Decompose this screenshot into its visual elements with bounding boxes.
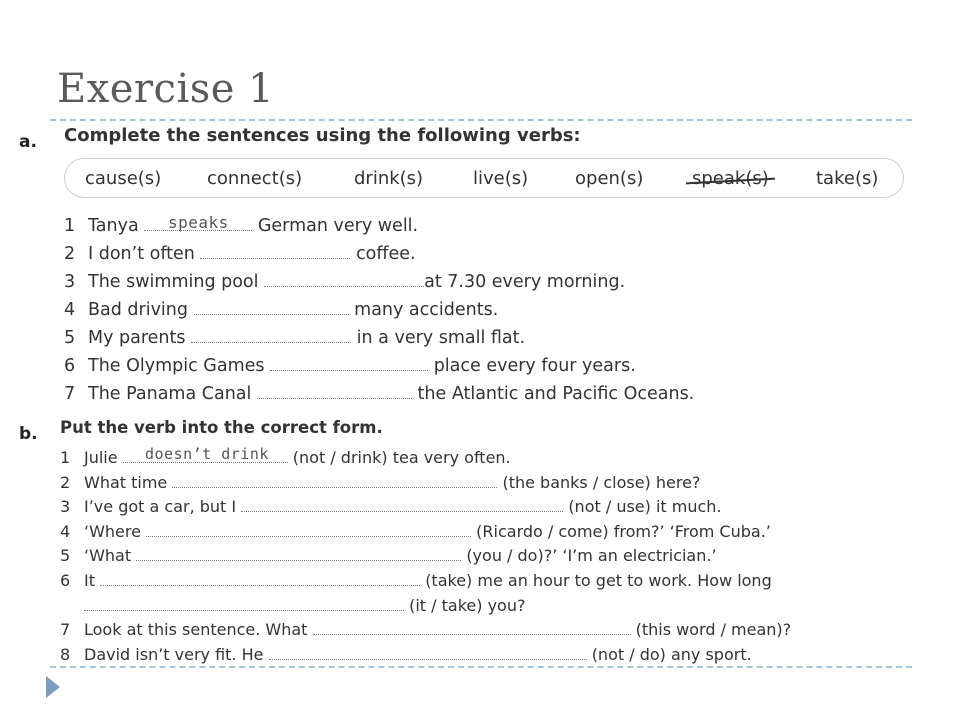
answer-blank[interactable] — [146, 534, 471, 537]
verb-bank — [64, 158, 904, 198]
page-title: Exercise 1 — [57, 66, 275, 112]
answer-blank[interactable] — [200, 256, 350, 259]
sentence-b1: 1 Julie (not / drink) tea very often. — [60, 448, 511, 467]
answer-blank[interactable] — [194, 312, 349, 315]
verb-speak-crossed: speak(s) — [692, 168, 769, 189]
answer-blank[interactable] — [172, 485, 497, 488]
answer-blank[interactable] — [191, 340, 351, 343]
sentence-a5: 5 My parents in a very small flat. — [64, 328, 526, 348]
answer-blank[interactable] — [84, 608, 404, 611]
handwritten-answer-b1: doesn’t drink — [145, 445, 269, 463]
verb-open: open(s) — [575, 168, 644, 189]
sentence-a2: 2 I don’t often coffee. — [64, 244, 416, 264]
verb-connect: connect(s) — [207, 168, 303, 189]
sentence-b5: 5 ‘What (you / do)?’ ‘I’m an electrician.’ — [60, 546, 717, 565]
verb-drink: drink(s) — [354, 168, 424, 189]
answer-blank[interactable] — [241, 509, 563, 512]
sentence-a6: 6 The Olympic Games place every four years. — [64, 356, 636, 376]
sentence-a7: 7 The Panama Canal the Atlantic and Pacific Oceans. — [64, 384, 695, 404]
sentence-b2: 2 What time (the banks / close) here? — [60, 473, 701, 492]
sentence-a4: 4 Bad driving many accidents. — [64, 300, 499, 320]
sentence-b3: 3 I’ve got a car, but I (not / use) it much. — [60, 497, 722, 516]
sentence-b7: 7 Look at this sentence. What (this word / mean)? — [60, 620, 792, 639]
answer-blank[interactable] — [100, 583, 420, 586]
top-divider — [50, 119, 912, 121]
answer-blank[interactable] — [264, 284, 424, 287]
handwritten-answer-a1: speaks — [168, 213, 229, 232]
answer-blank[interactable] — [270, 368, 428, 371]
part-b-label: b. — [19, 424, 38, 444]
next-slide-arrow-icon[interactable] — [46, 676, 60, 698]
answer-blank[interactable] — [136, 558, 461, 561]
sentence-b8: 8 David isn’t very fit. He (not / do) any sport. — [60, 645, 752, 664]
sentence-a3: 3 The swimming pool at 7.30 every morning. — [64, 272, 626, 292]
verb-take: take(s) — [816, 168, 879, 189]
part-a-instruction: Complete the sentences using the following verbs: — [64, 125, 581, 146]
sentence-b4: 4 ‘Where (Ricardo / come) from?’ ‘From Cuba.’ — [60, 522, 771, 541]
verb-cause: cause(s) — [85, 168, 162, 189]
answer-blank[interactable] — [257, 396, 412, 399]
bottom-divider — [50, 666, 912, 668]
part-a-label: a. — [19, 132, 37, 152]
answer-blank[interactable] — [313, 632, 631, 635]
part-b-instruction: Put the verb into the correct form. — [60, 418, 383, 437]
sentence-a1: 1 Tanya German very well. — [64, 216, 419, 236]
verb-live: live(s) — [473, 168, 529, 189]
sentence-b6-continued: (it / take) you? — [60, 596, 525, 615]
answer-blank[interactable] — [269, 657, 587, 660]
sentence-b6: 6 It (take) me an hour to get to work. How long — [60, 571, 772, 590]
